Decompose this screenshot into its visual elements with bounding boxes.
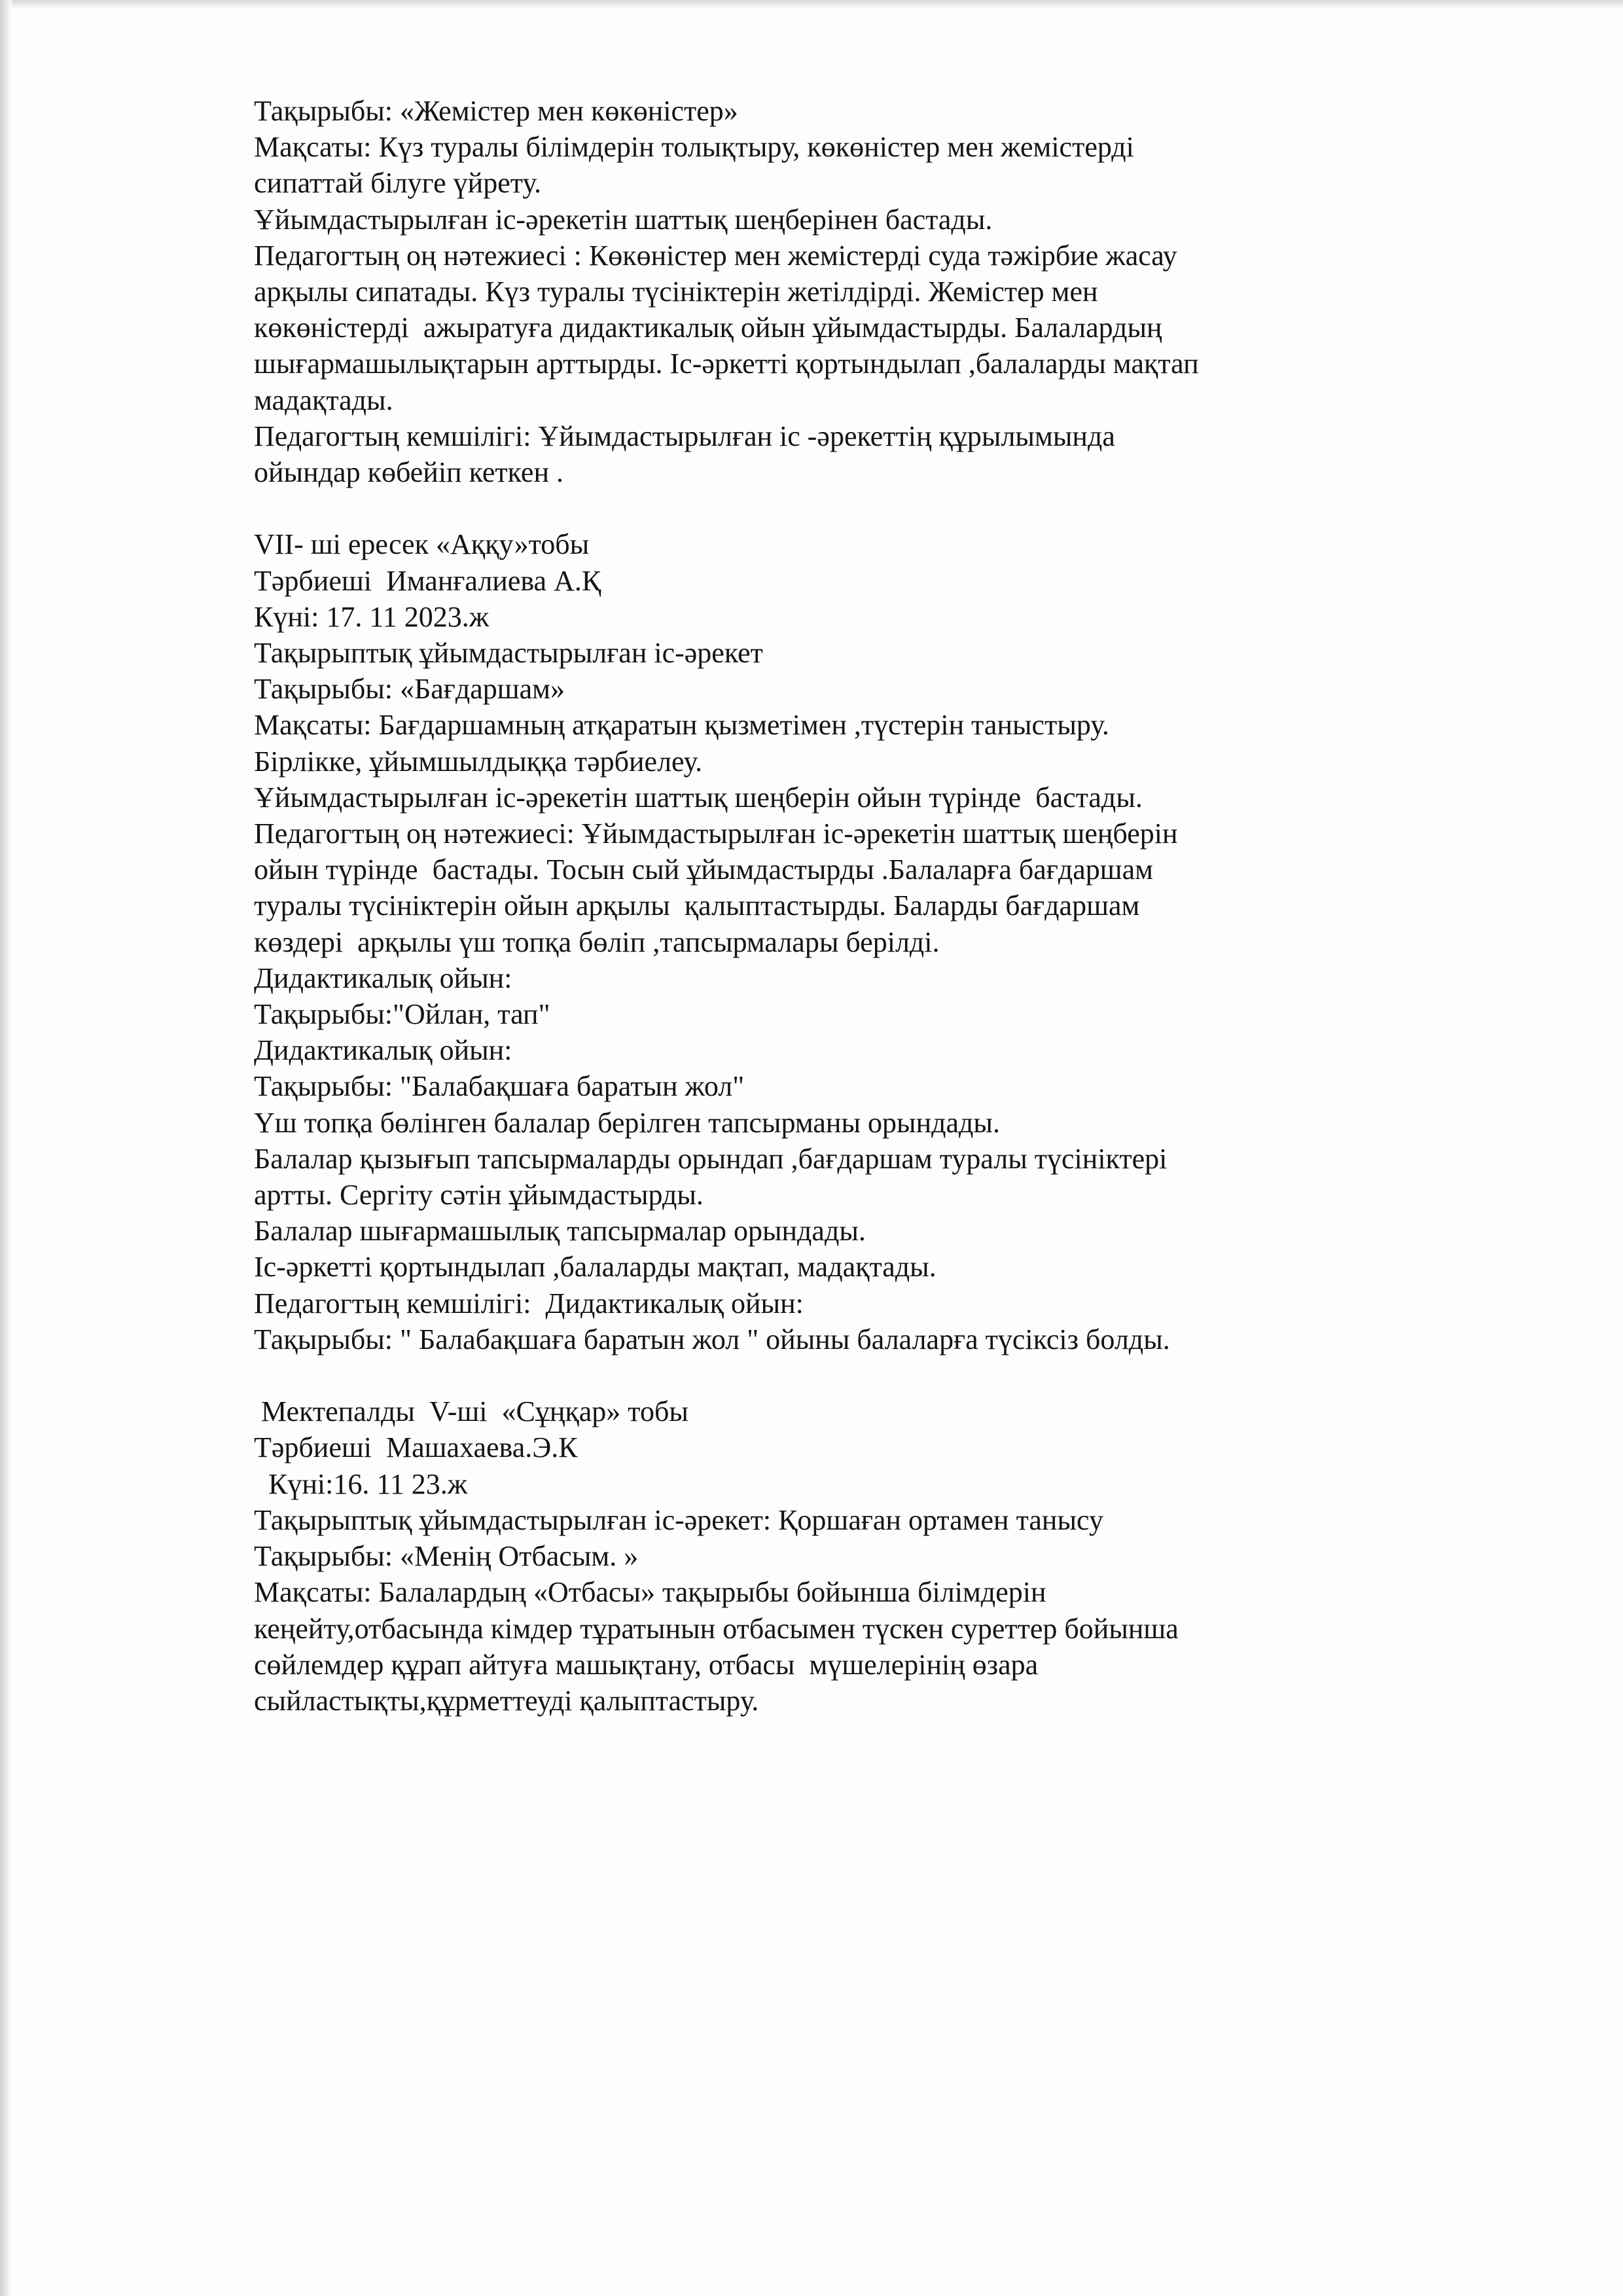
text-line: Тақырыбы: «Менің Отбасым. » bbox=[254, 1540, 639, 1573]
paragraph-gap bbox=[254, 490, 1563, 526]
text-line: Мақсаты: Бағдаршамның атқаратын қызметімен ,түстерін таныстыру. bbox=[254, 709, 1109, 742]
text-line: кеңейту,отбасында кімдер тұратынын отбасымен түскен суреттер бойынша bbox=[254, 1612, 1179, 1645]
text-line: ойындар көбейіп кеткен . bbox=[254, 456, 563, 489]
section-fruits-vegetables bbox=[254, 93, 1563, 490]
section-traffic-light bbox=[254, 526, 1563, 1357]
text-line: Балалар қызығып тапсырмаларды орындап ,бағдаршам туралы түсініктері bbox=[254, 1142, 1168, 1175]
text-line: Мектепалды V-ші «Сұңқар» тобы bbox=[254, 1395, 688, 1428]
text-line: Мақсаты: Күз туралы білімдерін толықтыру, көкөністер мен жемістерді bbox=[254, 131, 1134, 164]
text-line: сыйластықты,құрметтеуді қалыптастыру. bbox=[254, 1684, 759, 1717]
text-line: Тақырыбы:"Ойлан, тап" bbox=[254, 998, 550, 1031]
text-line: Педагогтың кемшілігі: Дидактикалық ойын: bbox=[254, 1287, 804, 1319]
text-line: Тақырыбы: " Балабақшаға баратын жол " ойыны балаларға түсіксіз болды. bbox=[254, 1323, 1170, 1355]
text-line: Ұйымдастырылған іс-әрекетін шаттық шеңберін ойын түрінде бастады. bbox=[254, 781, 1143, 814]
text-line: арқылы сипатады. Күз туралы түсініктерін жетілдірді. Жемістер мен bbox=[254, 276, 1098, 308]
text-line: Күні:16. 11 23.ж bbox=[254, 1467, 468, 1500]
text-line: Тақырыбы: "Балабақшаға баратын жол" bbox=[254, 1070, 745, 1103]
text-line: Дидактикалық ойын: bbox=[254, 1034, 512, 1067]
text-line: Тақырыбы: «Бағдаршам» bbox=[254, 673, 565, 706]
text-line: Үш топқа бөлінген балалар берілген тапсырманы орындады. bbox=[254, 1106, 1000, 1139]
text-line: VII- ші ересек «Аққу»тобы bbox=[254, 528, 590, 561]
text-line: Іс-әркетті қортындылап ,балаларды мақтап, мадақтады. bbox=[254, 1251, 936, 1283]
text-line: Педагогтың оң нәтежиесі: Ұйымдастырылған іс-әрекетін шаттық шеңберін bbox=[254, 817, 1178, 850]
text-line: көкөністерді ажыратуға дидактикалық ойын ұйымдастырды. Балалардың bbox=[254, 312, 1162, 344]
text-line: шығармашылықтарын арттырды. Іс-әркетті қортындылап ,балаларды мақтап bbox=[254, 348, 1199, 380]
text-line: ойын түрінде бастады. Тосын сый ұйымдастырды .Балаларға бағдаршам bbox=[254, 853, 1154, 886]
text-line: мадақтады. bbox=[254, 384, 393, 416]
text-line: Мақсаты: Балалардың «Отбасы» тақырыбы бойынша білімдерін bbox=[254, 1576, 1046, 1609]
text-line: сөйлемдер құрап айтуға машықтану, отбасы мүшелерінің өзара bbox=[254, 1648, 1039, 1681]
text-line: Тақырыптық ұйымдастырылған іс-әрекет bbox=[254, 637, 763, 670]
text-line: сипаттай білуге үйрету. bbox=[254, 167, 541, 200]
text-line: Педагогтың кемшілігі: Ұйымдастырылған іс -әрекеттің құрылымында bbox=[254, 420, 1115, 452]
section-my-family bbox=[254, 1393, 1563, 1719]
scan-top-edge bbox=[0, 0, 1623, 9]
document-body bbox=[254, 93, 1563, 1719]
text-line: Ұйымдастырылған іс-әрекетін шаттық шеңберінен бастады. bbox=[254, 203, 993, 236]
paragraph-gap bbox=[254, 1357, 1563, 1393]
text-line: Тақырыптық ұйымдастырылған іс-әрекет: Қоршаған ортамен танысу bbox=[254, 1503, 1103, 1536]
text-line: көздері арқылы үш топқа бөліп ,тапсырмалары берілді. bbox=[254, 925, 940, 958]
text-line: Педагогтың оң нәтежиесі : Көкөністер мен жемістерді суда тәжірбие жасау bbox=[254, 239, 1177, 272]
text-line: Күні: 17. 11 2023.ж bbox=[254, 600, 490, 633]
text-line: Бірлікке, ұйымшылдыққа тәрбиелеу. bbox=[254, 745, 703, 778]
text-line: Дидактикалық ойын: bbox=[254, 961, 512, 994]
text-line: Тәрбиеші Машахаева.Э.К bbox=[254, 1431, 578, 1464]
text-line: Тақырыбы: «Жемістер мен көкөністер» bbox=[254, 95, 738, 127]
text-line: Тәрбиеші Иманғалиева А.Қ bbox=[254, 564, 601, 597]
text-line: Балалар шығармашылық тапсырмалар орындады. bbox=[254, 1215, 866, 1247]
scan-left-edge bbox=[0, 0, 12, 2296]
text-line: туралы түсініктерін ойын арқылы қалыптастырды. Баларды бағдаршам bbox=[254, 889, 1140, 922]
text-line: артты. Сергіту сәтін ұйымдастырды. bbox=[254, 1179, 704, 1211]
